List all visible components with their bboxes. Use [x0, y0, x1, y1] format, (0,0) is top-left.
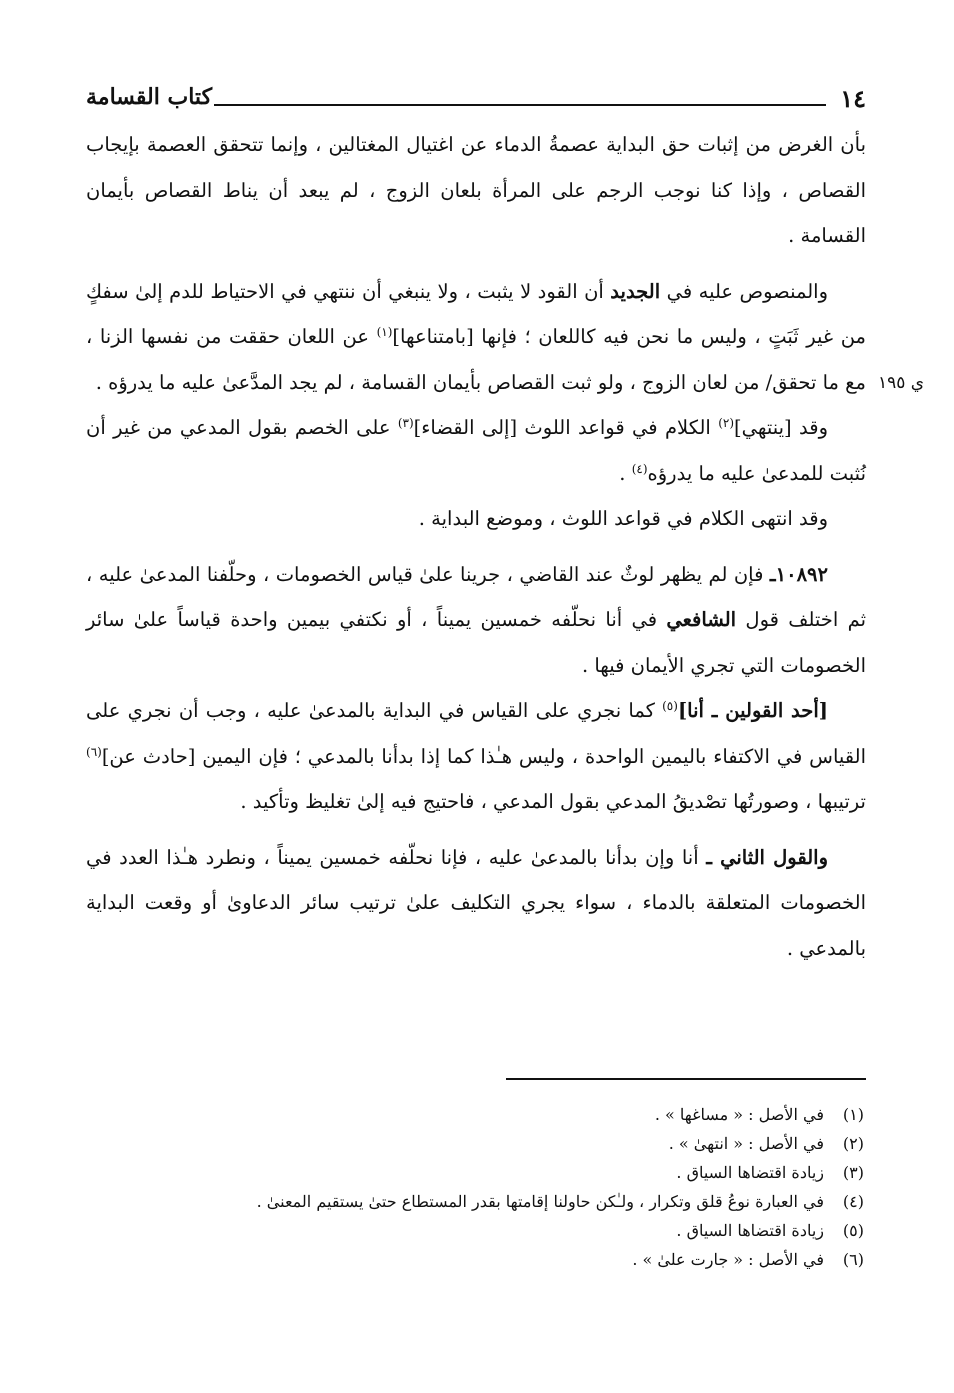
p7-text-b: أنا وإن بدأنا بالمدعىٰ عليه ، فإنا نحلّفه خمسين يميناً ، ونطرد هـٰذا العدد في الخصومات المتعلقة بالدماء ، سواء يجري التكليف علىٰ ترتيب سائر الدعاوىٰ أو وقعت البداية بالمدعي .: [86, 845, 866, 960]
footnote-ref-1[interactable]: (١): [376, 325, 393, 339]
footnote: [104, 1100, 864, 1129]
footnote-ref-3[interactable]: (٣): [397, 416, 414, 430]
footnote-separator: [506, 1078, 866, 1080]
running-header: [86, 84, 866, 116]
p7-heading: والقول الثاني ـ: [706, 845, 828, 869]
footnotes: [104, 1100, 864, 1274]
section-number: ١٠٨٩٢ـ: [769, 562, 828, 586]
p5-bold-name: الشافعي: [666, 608, 737, 631]
footnote-ref-6[interactable]: (٦): [86, 744, 102, 759]
p3-text-c: على الخصم بقول المدعي من غير أن نُثبت للمدعىٰ عليه ما يدرؤه: [86, 416, 866, 485]
footnote-number: (٥): [842, 1221, 864, 1240]
p3-text-a: وقد [ينتهي]: [734, 416, 828, 439]
footnote: [104, 1158, 864, 1187]
p2-text-c: أن القود لا يثبت ، ولا ينبغي أن ننتهي في الاحتياط للدم إلىٰ سفكٍ من غير ثَبَتٍ ، وليس ما نحن فيه كاللعان ؛ فإنها [بامتناعها]: [86, 279, 866, 348]
paragraph-4: وقد انتهى الكلام في قواعد اللوث ، وموضع البداية .: [418, 507, 828, 530]
p2-bold-term: الجديد: [610, 279, 661, 303]
p6-heading: [أحد القولين ـ أنا]: [677, 699, 828, 722]
footnote-text: في الأصل : « جارت علىٰ » .: [632, 1250, 824, 1269]
p5-text-c: في أنا نحلّفه خمسين يميناً ، أو نكتفي بيمين واحدة قياساً علىٰ سائر الخصومات التي تجري الأيمان فيها .: [86, 608, 866, 677]
footnote-number: (٦): [842, 1250, 864, 1269]
p3-text-b: الكلام في قواعد اللوث [إلى القضاء]: [413, 416, 719, 439]
paragraph-3: [86, 405, 866, 496]
footnote-ref-2[interactable]: (٢): [718, 416, 735, 430]
footnote: [104, 1129, 864, 1158]
footnote: [104, 1187, 864, 1216]
p5-text-a: فإن لم يظهر لوثٌ عند القاضي ، جرينا علىٰ قياس الخصومات ، وحلّفنا المدعىٰ عليه ، ثم اختلف قول: [86, 562, 867, 631]
book-page: [86, 84, 866, 971]
margin-page-note: ي ١٩٥: [878, 373, 925, 393]
main-text: [86, 122, 866, 971]
paragraph-2: [86, 269, 866, 406]
paragraph-7: [86, 835, 866, 972]
footnote-number: (٤): [842, 1192, 864, 1211]
paragraph-6: [86, 688, 866, 825]
book-title: كتاب القسامة: [86, 84, 213, 110]
page-number: ١٤: [840, 84, 866, 113]
footnote: [104, 1245, 864, 1274]
p2-text-d: عن اللعان حققت من نفسها الزنا ، مع ما تحقق/ من لعان الزوج ، ولو ثبت القصاص بأيمان القسامة ، لم يجد المدَّعىٰ عليه ما يدرؤه .: [86, 325, 866, 394]
paragraph-1: بأن الغرض من إثبات حق البداية عصمةُ الدماء عن اغتيال المغتالين ، وإنما تتحقق العصمة بإيجاب القصاص ، وإذا كنا نوجب الرجم على المرأة بلعان الزوج ، لم يبعد أن يناط القصاص بأيمان القسامة .: [86, 133, 866, 247]
header-rule: [214, 104, 826, 106]
footnote-number: (٢): [842, 1134, 864, 1153]
p2-text-a: والمنصوص عليه في: [660, 279, 828, 303]
footnote-text: في الأصل : « انتهىٰ » .: [668, 1134, 824, 1153]
footnote-ref-4[interactable]: (٤): [631, 461, 648, 476]
p6-text-b: كما نجري على القياس في البداية بالمدعىٰ عليه ، وجب أن نجري على القياس في الاكتفاء باليمين الواحدة ، وليس هـٰذا كما إذا بدأنا بالمدعي ؛ فإن اليمين [حادث عن]: [86, 699, 866, 768]
footnote-text: زيادة اقتضاها السياق .: [676, 1163, 824, 1182]
footnote-text: زيادة اقتضاها السياق .: [676, 1221, 824, 1240]
footnote-number: (٣): [842, 1163, 864, 1182]
footnote-number: (١): [842, 1105, 864, 1124]
p6-text-c: ترتيبها ، وصورتُها تصْديقُ المدعي بقول المدعي ، فاحتيج فيه إلىٰ تغليظ وتأكيد .: [240, 790, 866, 813]
footnote-text: في العبارة نوعُ قلق وتكرار ، ولـٰكن حاولنا إقامتها بقدر المستطاع حتىٰ يستقيم المعنىٰ .: [256, 1192, 824, 1211]
footnote-ref-5[interactable]: (٥): [662, 699, 678, 713]
paragraph-5: [86, 552, 866, 689]
p3-text-d: .: [619, 461, 632, 485]
footnote-text: في الأصل : « مساغها » .: [654, 1105, 824, 1124]
footnote: [104, 1216, 864, 1245]
